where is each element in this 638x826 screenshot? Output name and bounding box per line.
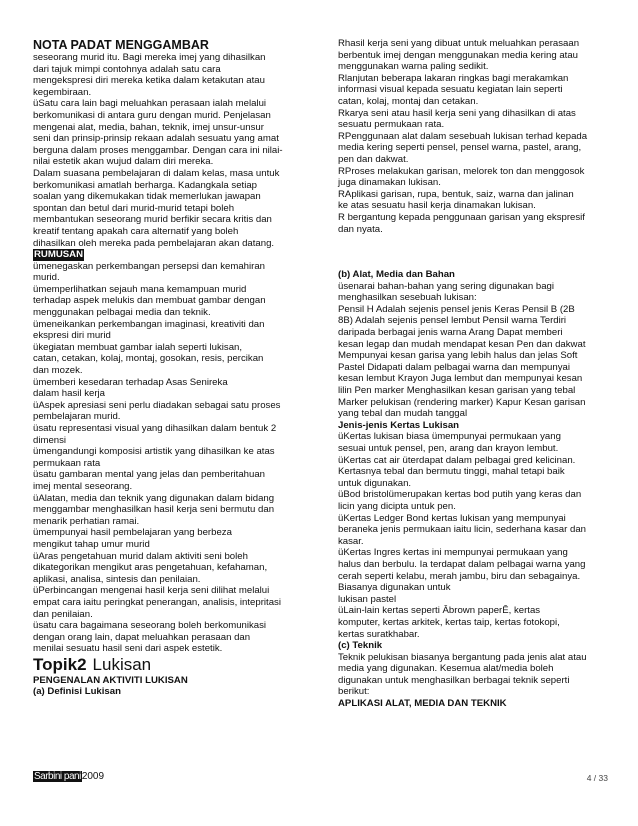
footer-credit bbox=[33, 771, 104, 783]
page-number: 4 / 33 bbox=[586, 773, 608, 783]
materials-paragraph: üsenarai bahan-bahan yang sering digunakan bagi menghasilkan sesebuah lukisan: Pensil H Adalah sejenis pensel jenis Keras Pensil B (2B 8B) Adalah sejenis pensel lembut Pensil warna Terdiri daripada berbagai jenis warna Arang Dapat memberi kesan legap dan mudah mendapat kesan Pen dan dakwat Mempunyai kesan garisa yang lebih halus dan jelas Soft Pastel Didapati dalam pelbagai warna dan mempunyai kesan lembut Krayon Juga lembut dan mempunyai kesan lilin Pen marker Menghasilkan kesan garisan yang tebal Marker pelukisan (rendering marker) Kapur Kesan garisan yang tebal dan mudah tanggal bbox=[338, 280, 586, 420]
right-column bbox=[338, 38, 608, 710]
subsection-heading-kertas: Jenis-jenis Kertas Lukisan bbox=[338, 419, 460, 431]
technique-paragraph: Teknik pelukisan biasanya bergantung pada jenis alat atau media yang digunakan. Kesemua alat/media boleh digunakan untuk menghasilkan berbagai teknik seperti berikut: bbox=[338, 651, 587, 698]
definition-list: Rhasil kerja seni yang dibuat untuk meluahkan perasaan berbentuk imej dengan menggunakan media kering atau menggunakan warna paling sedikit. Rlanjutan beberapa lakaran ringkas bagi merakamkan informasi visual kepada sesuatu kegiatan lain seperti catan, kolaj, montaj dan cetakan. Rkarya seni atau hasil kerja seni yang dihasilkan di atas sesuatu permukaan rata. RPenggunaan alat dalam sesebuah lukisan terhad kepada media kering seperti pensel, pensel warna, pastel, arang, pen dan dakwat. RProses melakukan garisan, melorek ton dan menggosok juga dinamakan lukisan. RAplikasi garisan, rupa, bentuk, saiz, warna dan jalinan ke atas sesuatu hasil kerja dinamakan lukisan. R bergantung kepada penggunaan garisan yang ekspresif dan nyata. bbox=[338, 38, 588, 235]
footer-year: 2009 bbox=[81, 771, 105, 782]
subsection-heading-definisi: (a) Definisi Lukisan bbox=[33, 686, 121, 698]
left-paragraph-intro: seseorang murid itu. Bagi mereka imej yang dihasilkan dari tajuk mimpi contohnya adalah satu cara mengekspresi diri mereka ketika dalam ketakutan atau kegembiraan. üSatu cara lain bagi meluahkan perasaan ialah melalui berkomunikasi di antara guru dengan murid. Penjelasan mengenai alat, media, bahan, teknik, imej unsur-unsur seni dan prinsip-prinsip rekaan adalah sesuatu yang amat berguna dalam proses menggambar. Dengan cara ini nilai- nilai estetik akan wujud dalam diri mereka. Dalam suasana pembelajaran di dalam kelas, masa untuk berkomunikasi amatlah berharga. Kadangkala setiap soalan yang dikemukakan tidak memerlukan jawapan spontan dan betul dari murid-murid tetapi boleh membantukan seseorang murid berfikir secara kritis dan kreatif tentang apakah cara alternatif yang boleh dihasilkan oleh mereka pada pembelajaran akan datang. bbox=[33, 52, 283, 249]
subsection-heading-alat: (b) Alat, Media dan Bahan bbox=[338, 269, 455, 281]
subsection-heading-teknik: (c) Teknik bbox=[338, 640, 383, 652]
topic-heading bbox=[33, 655, 309, 675]
column-gap bbox=[338, 235, 608, 269]
paper-types-list: üKertas lukisan biasa ümempunyai permukaan yang sesuai untuk pensel, pen, arang dan krayon lembut. üKertas cat air üterdapat dalam pelbagai gred kelicinan. Kertasnya tebal dan bermutu tinggi, mahal tetapi baik untuk digunakan. üBod bristolümerupakan kertas bod putih yang keras dan licin yang dicipta untuk pen. üKertas Ledger Bond kertas lukisan yang mempunyai beraneka jenis permukaan iaitu licin, sederhana kasar dan kasar. üKertas Ingres kertas ini mempunyai permukaan yang halus dan berbulu. Ia terdapat dalam pelbagai warna yang cerah seperti kelabu, merah jambu, biru dan sebagainya. Biasanya digunakan untuk lukisan pastel üLain-lain kertas seperti Âbrown paperÊ, kertas komputer, kertas arkitek, kertas taip, kertas fotokopi, kertas suratkhabar. bbox=[338, 431, 586, 640]
rumusan-list: ümenegaskan perkembangan persepsi dan kemahiran murid. ümemperlihatkan sejauh mana kemampuan murid terhadap aspek melukis dan membuat gambar dengan menggunakan pelbagai media dan teknik. ümeneikankan perkembangan imaginasi, kreativiti dan ekspresi diri murid ükegiatan membuat gambar ialah seperti lukisan, catan, cetakan, kolaj, montaj, gosokan, resis, percikan dan mozek. ümemberi kesedaran terhadap Asas Senireka dalam hasil kerja üAspek apresiasi seni perlu diadakan sebagai satu proses pembelajaran murid. üsatu representasi visual yang dihasilkan dalam bentuk 2 dimensi ümengandungi komposisi artistik yang dihasilkan ke atas permukaan rata üsatu gambaran mental yang jelas dan pemberitahuan imej mental seseorang. üAlatan, media dan teknik yang digunakan dalam bidang menggambar menghasilkan hasil kerja seni bermutu dan menarik perhatian ramai. ümempunyai hasil pembelajaran yang berbeza mengikut tahap umur murid üAras pengetahuan murid dalam aktiviti seni boleh dikategorikan mengikut aras pengetahuan, kefahaman, aplikasi, analisa, sintesis dan penilaian. üPerbincangan mengenai hasil kerja seni dilihat melalui empat cara iaitu peringkat penerangan, analisis, intepritasi dan penilaian. üsatu cara bagaimana seseorang boleh berkomunikasi dengan orang lain, dapat meluahkan perasaan dan menilai sesuatu hasil seni dari aspek estetik. bbox=[33, 260, 281, 655]
topic-name: Lukisan bbox=[92, 654, 152, 674]
document-title: NOTA PADAT MENGGAMBAR bbox=[33, 38, 209, 52]
topic-number: Topik2 bbox=[33, 654, 87, 674]
section-heading-aplikasi: APLIKASI ALAT, MEDIA DAN TEKNIK bbox=[338, 698, 507, 710]
footer-author: Sarbini pani bbox=[34, 771, 81, 782]
section-heading-pengenalan: PENGENALAN AKTIVITI LUKISAN bbox=[33, 674, 188, 686]
left-column bbox=[33, 38, 309, 698]
rumusan-heading: RUMUSAN bbox=[34, 249, 84, 261]
